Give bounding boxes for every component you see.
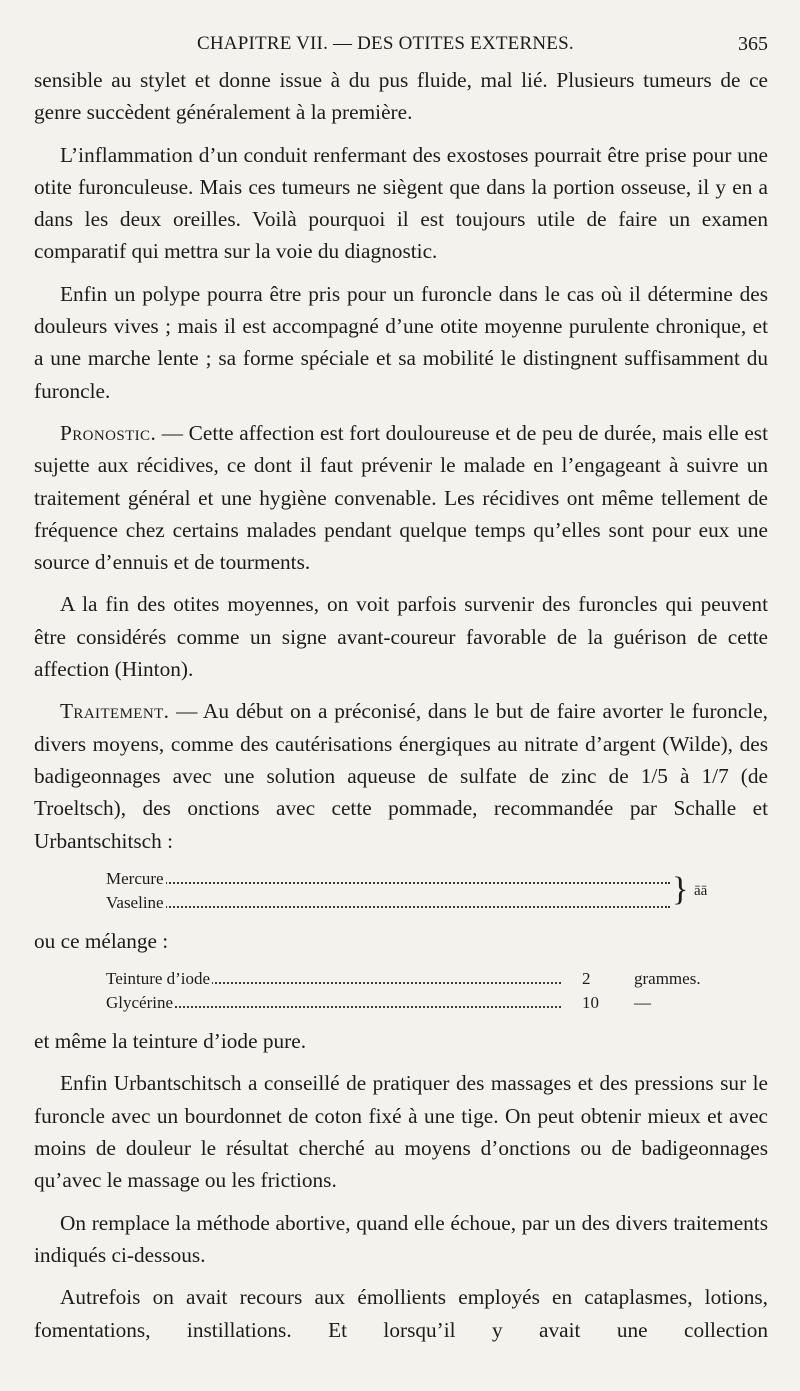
paragraph-otites-moyennes: A la fin des otites moyennes, on voit parfois survenir des furoncles qui peuvent être considérés comme un signe avant-coureur favorable de la guérison de cette affection (Hinton).	[34, 592, 768, 682]
page-number: 365	[738, 33, 768, 55]
formula-row-mercure	[34, 867, 768, 891]
running-head	[34, 30, 768, 60]
ingredient-glycerine: Glycérine	[106, 991, 175, 1015]
formula-melange	[34, 967, 768, 1015]
unit-teinture: grammes.	[632, 967, 701, 991]
formula-row-glycerine	[34, 991, 768, 1015]
paragraph-exostoses: L’inflammation d’un conduit renfermant des exostoses pourrait être prise pour une otite furonculeuse. Mais ces tumeurs ne siègent que dans la portion osseuse, il y en a dans les deux oreilles. Voilà pourquoi il est toujours utile de faire un examen comparatif qui mettra sur la voie du diagnostic.	[34, 142, 768, 264]
paragraph-massages: Enfin Urbantschitsch a conseillé de pratiquer des massages et des pressions sur le furoncle avec un bourdonnet de coton fixé à une tige. On peut obtenir mieux et avec moins de douleur le résultat cherché au moyens d’onctions ou de badigeonnages qu’avec le massage ou les frictions.	[34, 1071, 768, 1193]
paragraph-continued: sensible au stylet et donne issue à du pus fluide, mal lié. Plusieurs tumeurs de ce genre succèdent généralement à la première.	[34, 68, 768, 125]
formula-row-teinture	[34, 967, 768, 991]
section-label-traitement: Traitement.	[60, 699, 170, 724]
brace-symbol: }	[672, 870, 689, 908]
ingredient-mercure: Mercure	[106, 867, 166, 891]
paragraph-pronostic	[34, 417, 768, 578]
traitement-text: — Au début on a préconisé, dans le but de faire avorter le furoncle, divers moyens, comme des cautérisations énergiques au nitrate d’argent (Wilde), des badigeonnages avec une solution aqueuse de sulfate de zinc de 1/5 à 1/7 (de Troeltsch), des onctions avec cette pommade, recommandée par Schalle et Urbantschitsch :	[34, 699, 768, 853]
paragraph-traitement	[34, 695, 768, 856]
formula-row-vaseline	[34, 891, 768, 915]
dot-leader	[106, 882, 670, 884]
ingredient-vaseline: Vaseline	[106, 891, 166, 915]
formula-pommade	[34, 867, 768, 915]
section-label-pronostic: Pronostic.	[60, 420, 157, 445]
paragraph-emollients: Autrefois on avait recours aux émollients employés en cataplasmes, lotions, fomentations, instillations. Et lorsqu’il y avait une collection	[34, 1285, 768, 1342]
body-text	[34, 64, 768, 1356]
quantity-teinture: 2	[579, 967, 594, 991]
paragraph-teinture-pure: et même la teinture d’iode pure.	[34, 1029, 307, 1054]
ana-abbreviation: āā	[694, 882, 708, 899]
paragraph-polype: Enfin un polype pourra être pris pour un furoncle dans le cas où il détermine des douleurs vives ; mais il est accompagné d’une otite moyenne purulente chronique, et a une marche lente ; sa forme spéciale et sa mobilité le distingnent suffisamment du furoncle.	[34, 281, 768, 403]
ingredient-teinture-iode: Teinture d’iode	[106, 967, 212, 991]
pronostic-text: — Cette affection est fort douloureuse et de peu de durée, mais elle est sujette aux récidives, ce dont il faut prévenir le malade en l’engageant à suivre un traitement général et une hygiène convenable. Les récidives ont même tellement de fréquence chez certains malades pendant quelque temps qu’elles sont pour eux une source d’ennuis et de tourments.	[34, 420, 768, 575]
unit-glycerine: —	[632, 991, 651, 1015]
quantity-glycerine: 10	[579, 991, 602, 1015]
paragraph-methode-abortive: On remplace la méthode abortive, quand elle échoue, par un des divers traitements indiqués ci-dessous.	[34, 1210, 768, 1267]
paragraph-melange: ou ce mélange :	[34, 928, 169, 953]
dot-leader	[106, 906, 670, 908]
chapter-title: CHAPITRE VII. — DES OTITES EXTERNES.	[197, 33, 574, 54]
